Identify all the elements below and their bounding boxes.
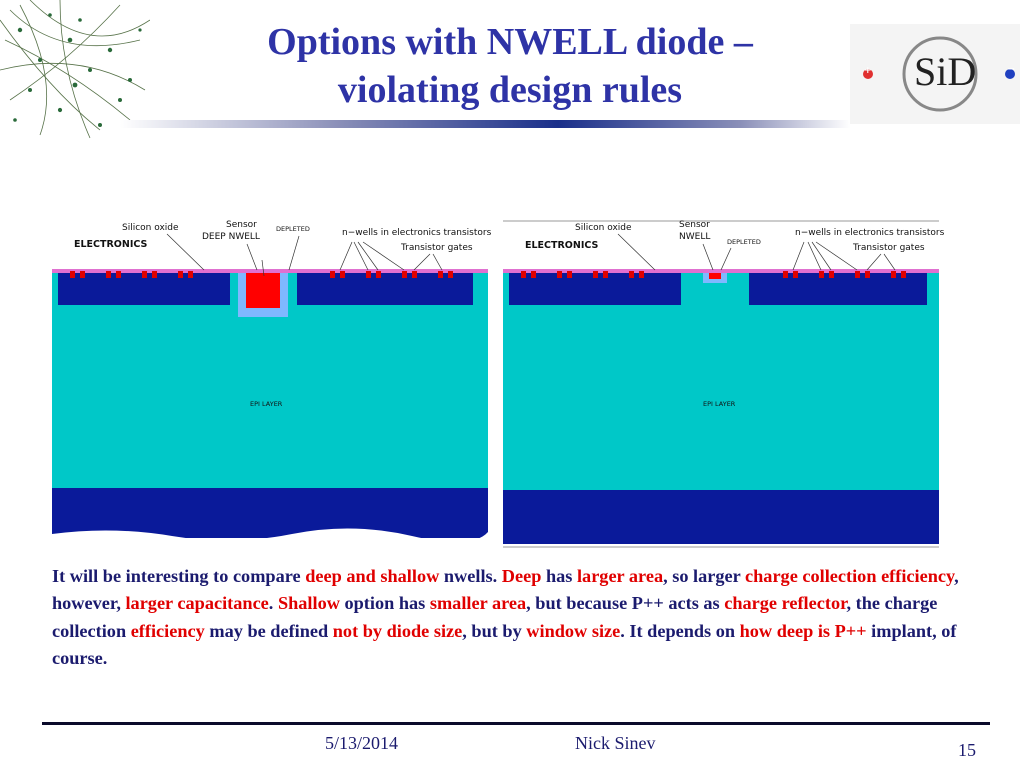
title-line-2: violating design rules	[337, 69, 683, 111]
label-nwells: n−wells in electronics transistors	[342, 228, 492, 238]
logo-plus: +	[864, 66, 872, 76]
body-text: , but because P++ acts as	[526, 593, 725, 614]
label-transistor-gates: Transistor gates	[401, 243, 473, 253]
label-depleted: DEPLETED	[727, 238, 761, 246]
body-text: , but by	[462, 620, 527, 641]
footer-date: 5/13/2014	[325, 733, 399, 753]
label-silicon-oxide: Silicon oxide	[122, 223, 179, 233]
body-highlight: Shallow	[277, 593, 340, 614]
cross-section-left	[52, 214, 488, 548]
footer-divider	[42, 722, 990, 725]
body-text: It will be interesting to compare	[52, 566, 306, 586]
label-electronics: ELECTRONICS	[74, 239, 148, 250]
body-highlight: charge reflector	[724, 593, 847, 614]
footer-author: Nick Sinev	[575, 733, 656, 753]
body-text: may be defined	[204, 620, 333, 641]
body-text: has	[541, 566, 577, 586]
header-divider	[120, 120, 850, 128]
label-deep-nwell: DEEP NWELL	[202, 232, 260, 242]
label-sensor: Sensor	[679, 220, 710, 230]
body-highlight: efficiency	[130, 620, 205, 641]
diagram-shallow-nwell	[503, 214, 945, 548]
label-depleted: DEPLETED	[276, 225, 310, 233]
label-silicon-oxide: Silicon oxide	[575, 223, 632, 233]
label-nwell: NWELL	[679, 232, 711, 242]
body-highlight: larger capacitance	[125, 593, 269, 614]
body-highlight: larger area	[576, 566, 664, 586]
label-sensor: Sensor	[226, 220, 257, 230]
body-text: , so larger	[663, 566, 746, 586]
logo-minus: −	[1007, 64, 1016, 75]
body-highlight: deep and shallow	[305, 566, 440, 586]
body-text: implant, of course.	[52, 620, 957, 668]
body-highlight: Deep	[501, 566, 542, 586]
label-nwells: n−wells in electronics transistors	[795, 228, 945, 238]
page-number: 15	[958, 740, 976, 760]
corner-particle-art	[0, 0, 150, 140]
body-text: , the charge collection	[52, 593, 938, 641]
body-text: option has	[339, 593, 430, 614]
label-epi-layer: EPI LAYER	[703, 400, 736, 408]
slide-title	[200, 18, 820, 114]
logo-text: SiD	[914, 49, 977, 94]
label-electronics: ELECTRONICS	[525, 240, 599, 251]
body-highlight: charge collection efficiency	[745, 566, 955, 586]
sid-logo	[850, 24, 1020, 124]
body-text: , however,	[52, 566, 959, 614]
body-highlight: smaller area	[429, 593, 527, 614]
body-text: .	[268, 593, 278, 614]
body-paragraph	[52, 563, 1002, 672]
body-highlight: not by diode size	[332, 620, 463, 641]
title-line-1: Options with NWELL diode –	[267, 21, 753, 63]
body-text: nwells.	[439, 566, 502, 586]
body-highlight: window size	[526, 620, 621, 641]
cross-section-right	[503, 214, 939, 548]
body-highlight: how deep is P++	[739, 620, 867, 641]
label-transistor-gates: Transistor gates	[853, 243, 925, 253]
body-text: . It depends on	[620, 620, 740, 641]
label-epi-layer: EPI LAYER	[250, 400, 283, 408]
diagram-deep-nwell	[52, 214, 492, 548]
